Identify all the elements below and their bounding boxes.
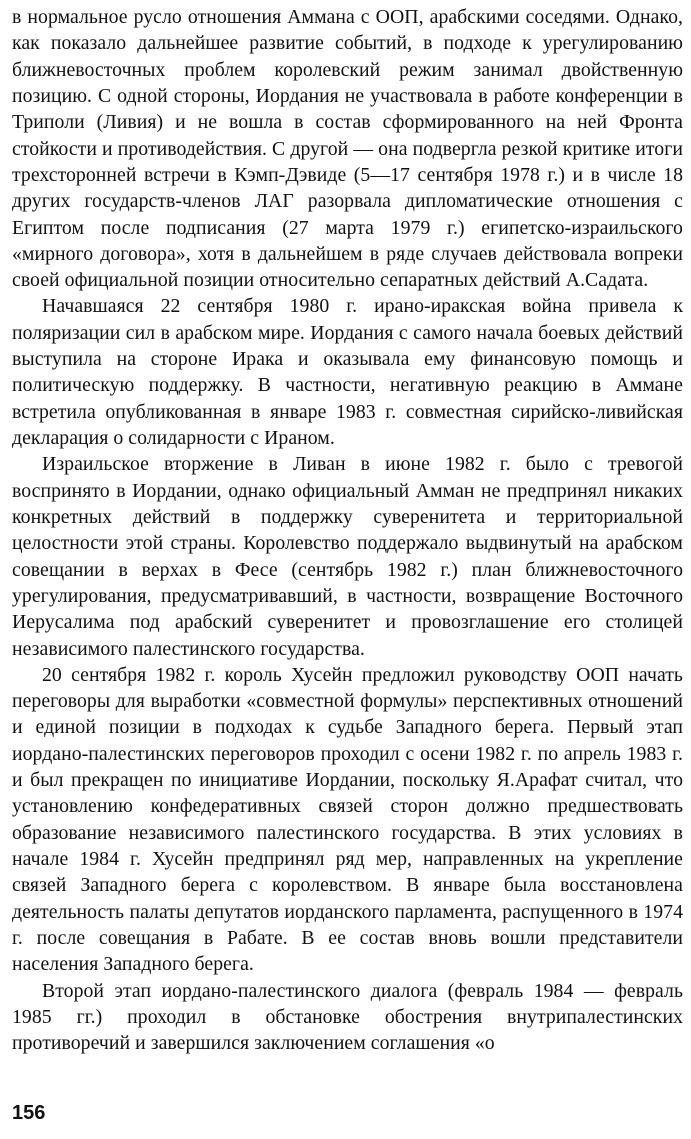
paragraph-1: в нормальное русло отношения Аммана с ООП, арабскими соседями. Однако, как показало дальнейшее развитие событий, в подходе к урегулированию ближневосточных проблем королевский режим занимал двойственную позицию. С одной стороны, Иордания не участвовала в работе конференции в Триполи (Ливия) и не вошла в состав сформированного на ней Фронта стойкости и противодействия. С другой — она подвергла резкой критике итоги трехсторонней встречи в Кэмп-Дэвиде (5—17 сентября 1978 г.) и в числе 18 других государств-членов ЛАГ разорвала дипломатические отношения с Египтом после подписания (27 марта 1979 г.) египетско-израильского «мирного договора», хотя в дальнейшем в ряде случаев действовала вопреки своей официальной позиции относительно сепаратных действий А.Садата.: [12, 6, 683, 292]
paragraph-4: 20 сентября 1982 г. король Хусейн предложил руководству ООП начать переговоры для выработки «совместной формулы» перспективных отношений и единой позиции в подходах к судьбе Западного берега. Первый этап иордано-палестинских переговоров проходил с осени 1982 г. по апрель 1983 г. и был прекращен по инициативе Иордании, поскольку Я.Арафат считал, что установлению конфедеративных связей сторон должно предшествовать образование независимого палестинского государства. В этих условиях в начале 1984 г. Хусейн предпринял ряд мер, направленных на укрепление связей Западного берега с королевством. В январе была восстановлена деятельность палаты депутатов иорданского парламента, распущенного в 1974 г. после совещания в Рабате. В ее состав вновь вошли представители населения Западного берега.: [12, 663, 683, 976]
page-number: 156: [12, 1102, 46, 1124]
body-text: [12, 4, 683, 1057]
paragraph-2: Начавшаяся 22 сентября 1980 г. ирано-иракская война привела к поляризации сил в арабском мире. Иордания с самого начала боевых действий выступила на стороне Ирака и оказывала ему финансовую помощь и политическую поддержку. В частности, негативную реакцию в Аммане встретила опубликованная в январе 1983 г. совместная сирийско-ливийская декларация о солидарности с Ираном.: [12, 295, 683, 449]
paragraph-5: Второй этап иордано-палестинского диалога (февраль 1984 — февраль 1985 гг.) проходил в обстановке обострения внутрипалестинских противоречий и завершился заключением соглашения «о: [12, 979, 683, 1055]
paragraph-3: Израильское вторжение в Ливан в июне 1982 г. было с тревогой воспринято в Иордании, однако официальный Амман не предпринял никаких конкретных действий в поддержку суверенитета и территориальной целостности этой страны. Королевство поддержало выдвинутый на арабском совещании в верхах в Фесе (сентябрь 1982 г.) план ближневосточного урегулирования, предусматривавший, в частности, возвращение Восточного Иерусалима под арабский суверенитет и провозглашение его столицей независимого палестинского государства.: [12, 453, 683, 660]
